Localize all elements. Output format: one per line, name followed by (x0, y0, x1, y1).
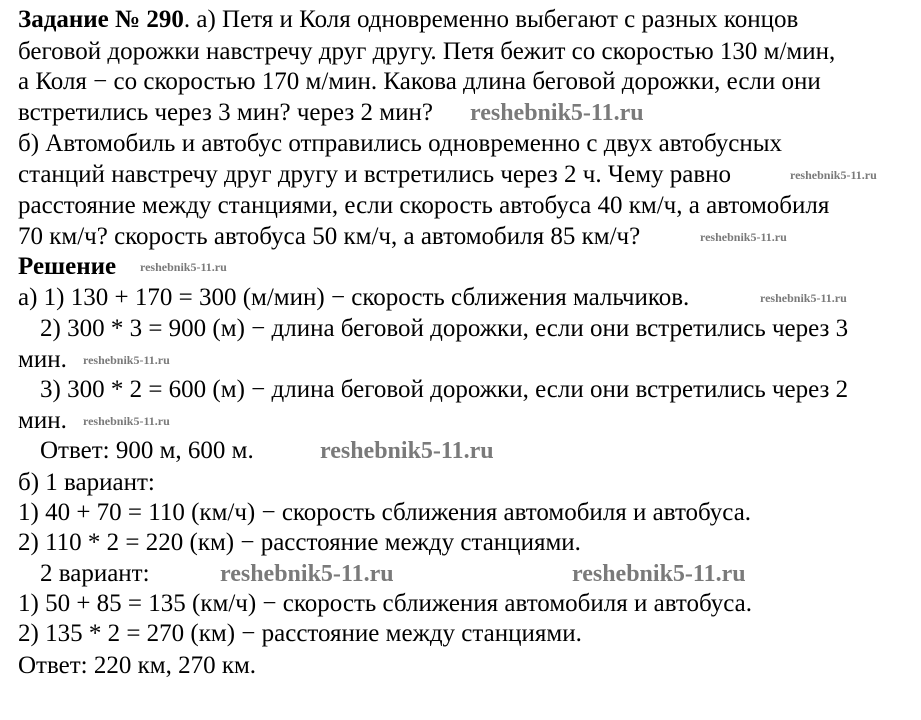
task-line: расстояние между станциями, если скорость автобуса 40 км/ч, а автомобиля (18, 192, 830, 219)
solution-line: 2) 110 * 2 = 220 (км) − расстояние между станциями. (18, 529, 581, 556)
solution-heading: Решение (18, 253, 117, 280)
watermark: reshebnik5-11.ru (320, 438, 494, 464)
solution-line: б) 1 вариант: (18, 469, 155, 496)
watermark: reshebnik5-11.ru (790, 168, 877, 182)
task-line: станций навстречу друг другу и встретились через 2 ч. Чему равно (18, 161, 732, 188)
solution-line: мин. (18, 407, 67, 434)
solution-line: 2) 135 * 2 = 270 (км) − расстояние между станциями. (18, 620, 582, 647)
solution-line: Ответ: 900 м, 600 м. (40, 437, 254, 464)
task-line: а Коля − со скоростью 170 м/мин. Какова длина беговой дорожки, если они (18, 68, 821, 95)
watermark: reshebnik5-11.ru (140, 260, 227, 274)
watermark: reshebnik5-11.ru (83, 414, 170, 428)
task-line: 70 км/ч? скорость автобуса 50 км/ч, а автомобиля 85 км/ч? (18, 223, 641, 250)
task-title: Задание № 290 (18, 6, 184, 33)
solution-line: а) 1) 130 + 170 = 300 (м/мин) − скорость сближения мальчиков. (18, 284, 690, 311)
task-line: б) Автомобиль и автобус отправились одновременно с двух автобусных (18, 130, 783, 157)
watermark: reshebnik5-11.ru (760, 291, 847, 305)
solution-line: 2) 300 * 3 = 900 (м) − длина беговой дорожки, если они встретились через 3 (40, 315, 849, 342)
solution-line: 1) 40 + 70 = 110 (км/ч) − скорость сближения автомобиля и автобуса. (18, 499, 752, 526)
watermark: reshebnik5-11.ru (572, 561, 746, 587)
solution-line: Ответ: 220 км, 270 км. (18, 652, 257, 679)
task-line: встретились через 3 мин? через 2 мин? (18, 99, 433, 126)
solution-line: 1) 50 + 85 = 135 (км/ч) − скорость сближения автомобиля и автобуса. (18, 590, 752, 617)
watermark: reshebnik5-11.ru (700, 230, 787, 244)
watermark: reshebnik5-11.ru (470, 100, 644, 126)
watermark: reshebnik5-11.ru (83, 353, 170, 367)
solution-line: 3) 300 * 2 = 600 (м) − длина беговой дорожки, если они встретились через 2 (40, 376, 849, 403)
solution-line: 2 вариант: (40, 560, 150, 587)
task-line: беговой дорожки навстречу друг другу. Петя бежит со скоростью 130 м/мин, (18, 38, 836, 65)
task-line: Задание № 290. а) Петя и Коля одновременно выбегают с разных концов (18, 6, 799, 33)
watermark: reshebnik5-11.ru (220, 561, 394, 587)
solution-line: мин. (18, 346, 67, 373)
